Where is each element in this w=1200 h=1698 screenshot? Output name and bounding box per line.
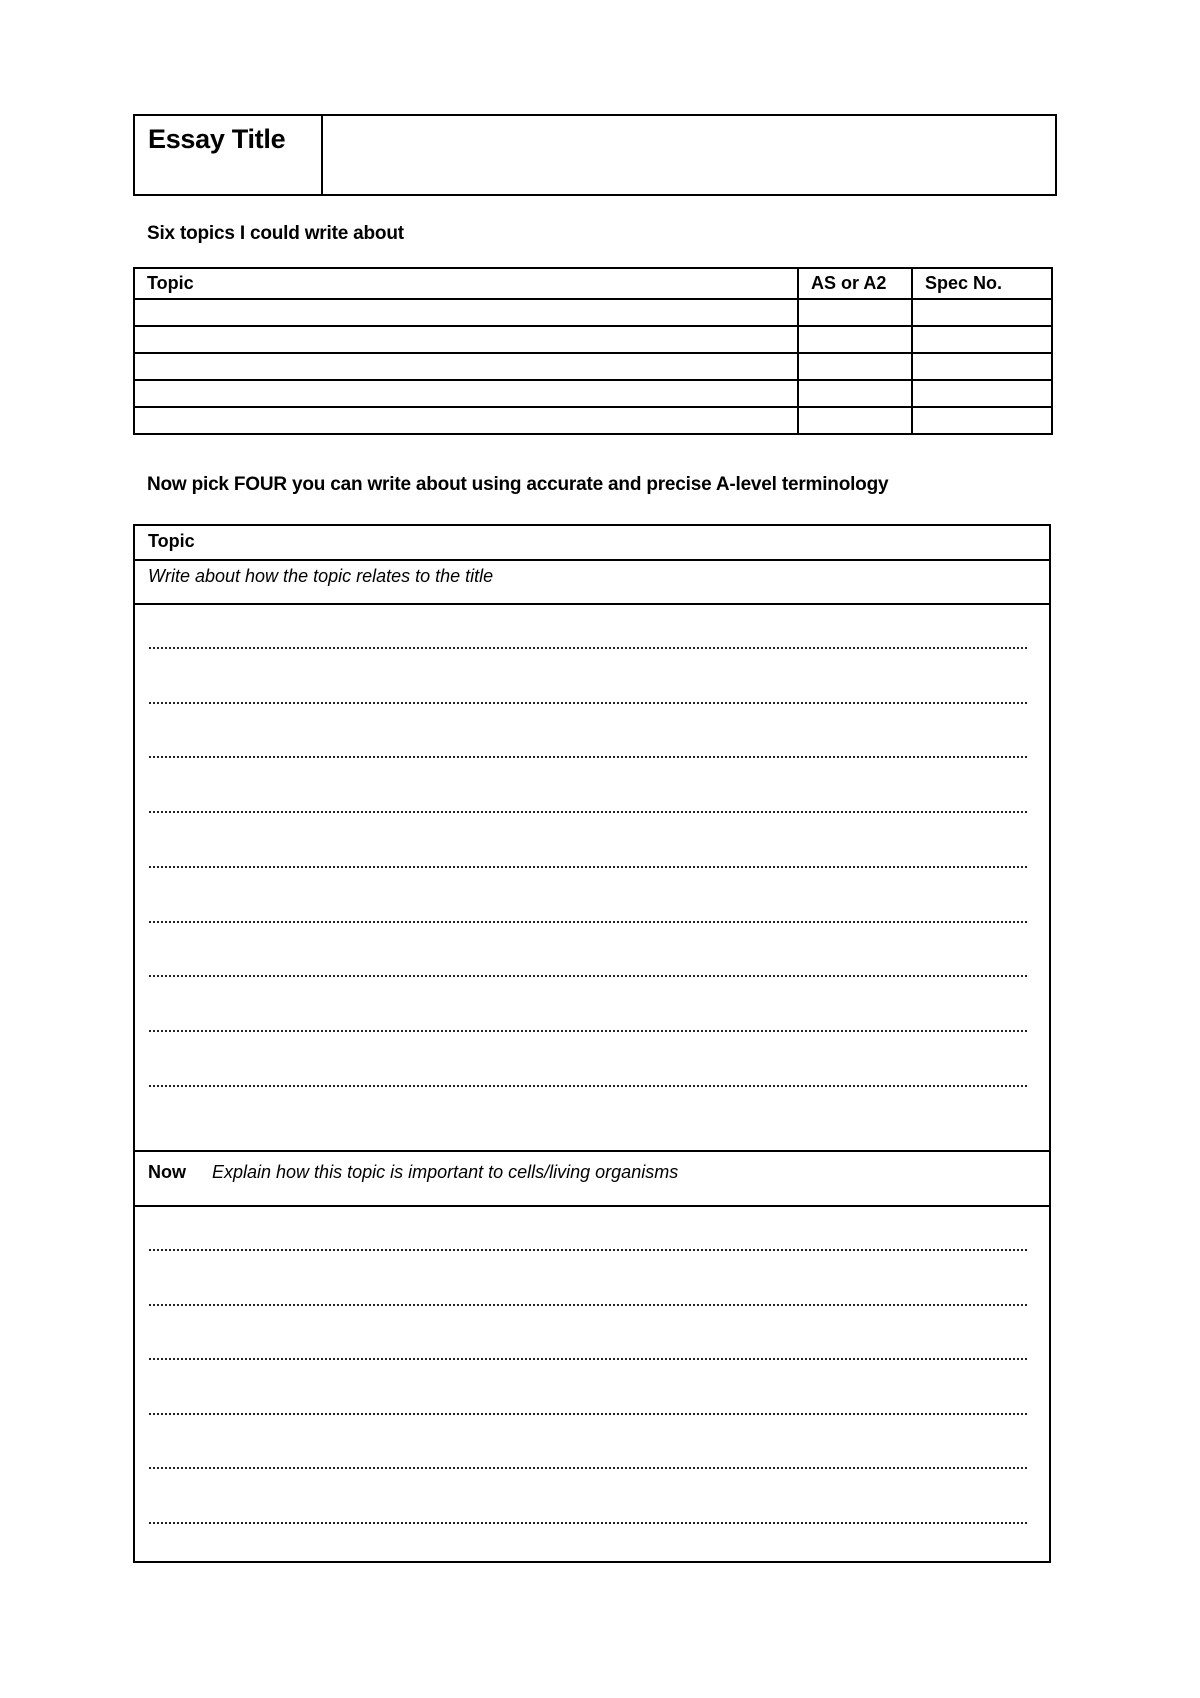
explain-prompt: Explain how this topic is important to cells/living organisms (212, 1162, 679, 1182)
relates-prompt: Write about how the topic relates to the title (148, 566, 494, 586)
topics-table-header (134, 268, 1052, 299)
spec-cell[interactable] (912, 326, 1052, 353)
topics-table (133, 267, 1053, 435)
column-header-topic: Topic (134, 268, 798, 299)
level-cell[interactable] (798, 353, 912, 380)
writing-frame (133, 524, 1051, 1563)
explain-writing-line (148, 1413, 1028, 1415)
relates-writing-line (148, 921, 1028, 923)
relates-writing-line (148, 866, 1028, 868)
essay-title-field[interactable] (323, 116, 1055, 194)
relates-writing-line (148, 1030, 1028, 1032)
frame-topic-row[interactable] (135, 526, 1049, 561)
explain-writing-line (148, 1467, 1028, 1469)
spec-cell[interactable] (912, 380, 1052, 407)
topic-cell[interactable] (134, 299, 798, 326)
essay-title-box (133, 114, 1057, 196)
frame-topic-label: Topic (148, 531, 195, 551)
relates-writing-line (148, 975, 1028, 977)
now-label: Now (148, 1162, 186, 1182)
level-cell[interactable] (798, 299, 912, 326)
topic-cell[interactable] (134, 326, 798, 353)
level-cell[interactable] (798, 407, 912, 434)
explain-writing-line (148, 1304, 1028, 1306)
topic-cell[interactable] (134, 353, 798, 380)
topic-cell[interactable] (134, 380, 798, 407)
frame-relates-row (135, 561, 1049, 605)
spec-cell[interactable] (912, 353, 1052, 380)
essay-title-label: Essay Title (135, 116, 323, 194)
table-row (134, 407, 1052, 434)
relates-writing-line (148, 756, 1028, 758)
relates-writing-line (148, 1085, 1028, 1087)
explain-writing-line (148, 1249, 1028, 1251)
table-row (134, 380, 1052, 407)
level-cell[interactable] (798, 326, 912, 353)
explain-writing-line (148, 1522, 1028, 1524)
relates-writing-line (148, 811, 1028, 813)
explain-writing-line (148, 1358, 1028, 1360)
table-row (134, 299, 1052, 326)
topic-cell[interactable] (134, 407, 798, 434)
six-topics-heading: Six topics I could write about (147, 223, 404, 244)
spec-cell[interactable] (912, 407, 1052, 434)
table-row (134, 326, 1052, 353)
level-cell[interactable] (798, 380, 912, 407)
pick-four-heading: Now pick FOUR you can write about using accurate and precise A-level terminology (147, 474, 889, 495)
relates-writing-line (148, 702, 1028, 704)
relates-writing-line (148, 647, 1028, 649)
table-row (134, 353, 1052, 380)
frame-now-row (135, 1150, 1049, 1207)
spec-cell[interactable] (912, 299, 1052, 326)
column-header-spec: Spec No. (912, 268, 1052, 299)
column-header-level: AS or A2 (798, 268, 912, 299)
